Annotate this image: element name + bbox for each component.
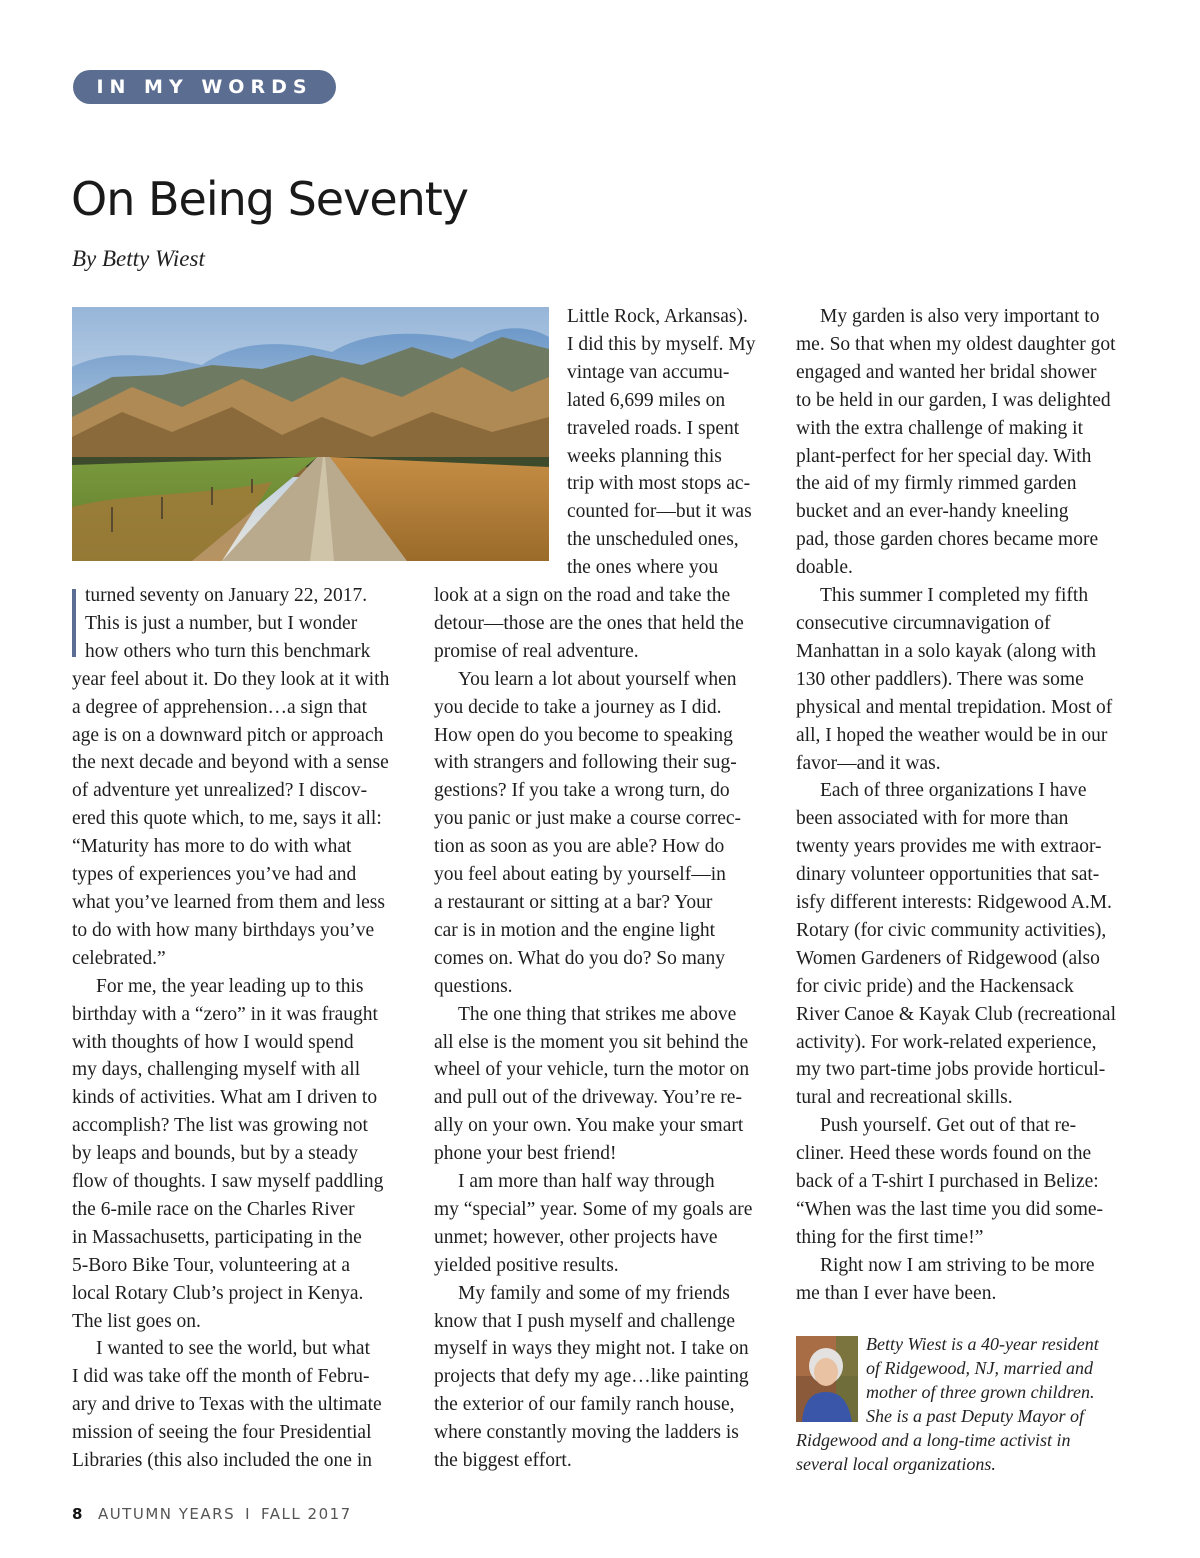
text-line: celebrated.” [72,947,166,969]
text-line: the exterior of our family ranch house, [434,1394,735,1416]
author-photo [796,1336,858,1422]
text-line: 130 other paddlers). There was some [796,668,1084,690]
text-line: Women Gardeners of Ridgewood (also [796,947,1100,969]
text-line: favor—and it was. [796,752,941,774]
text-line: ered this quote which, to me, says it all: [72,808,382,830]
text-line: all, I hoped the weather would be in our [796,724,1108,746]
text-line: How open do you become to speaking [434,724,733,746]
text-line: pad, those garden chores became more [796,529,1099,551]
text-line: you panic or just make a course correc- [434,808,741,830]
article-title: On Being Seventy [71,172,469,226]
text-line: you feel about eating by yourself—in [434,864,726,886]
text-line: projects that defy my age…like painting [434,1366,749,1388]
text-line: plant-perfect for her special day. With [796,445,1092,467]
text-line: all else is the moment you sit behind the [434,1031,749,1053]
text-line: been associated with for more than [796,808,1069,830]
text-line: thing for the first time!” [796,1226,984,1248]
text-line: to do with how many birthdays you’ve [72,919,375,941]
byline: By Betty Wiest [72,246,205,271]
text-line: turned seventy on January 22, 2017. [85,585,368,606]
text-line: my two part-time jobs provide horticul- [796,1059,1106,1081]
text-line: a restaurant or sitting at a bar? Your [434,891,713,913]
text-line: look at a sign on the road and take the [434,585,731,606]
text-line: accomplish? The list was growing not [72,1115,368,1137]
text-line: “When was the last time you did some- [796,1199,1104,1220]
text-line: Little Rock, Arkansas). [567,306,748,327]
text-line: to be held in our garden, I was delighted [796,389,1111,411]
text-line: comes on. What do you do? So many [434,947,726,969]
text-line: the biggest effort. [434,1450,572,1472]
text-line: doable. [796,557,853,579]
text-line: Each of three organizations I have [820,780,1087,802]
text-line: back of a T-shirt I purchased in Belize: [796,1171,1099,1193]
text-line: of adventure yet unrealized? I discov- [72,780,368,802]
text-line: promise of real adventure. [434,640,639,662]
text-line: bucket and an ever-handy kneeling [796,501,1069,523]
text-line: with strangers and following their sug- [434,752,737,774]
text-line: trip with most stops ac- [567,473,751,495]
text-line: my days, challenging myself with all [72,1059,361,1081]
text-line: wheel of your vehicle, turn the motor on [434,1059,750,1081]
text-line: This is just a number, but I wonder [85,612,358,634]
text-line: detour—those are the ones that held the [434,612,744,634]
bio-line: several local organizations. [796,1454,996,1474]
article-column-2 [434,582,752,1475]
text-line: and pull out of the driveway. You’re re- [434,1087,742,1109]
text-line: you decide to take a journey as I did. [434,696,722,718]
text-line: yielded positive results. [434,1254,619,1276]
publication-name: AUTUMN YEARS [97,1505,236,1523]
text-line: in Massachusetts, participating in the [72,1226,362,1248]
text-line: My family and some of my friends [458,1282,730,1304]
text-line: tural and recreational skills. [796,1087,1013,1109]
text-line: types of experiences you’ve had and [72,864,357,886]
text-line: gestions? If you take a wrong turn, do [434,780,730,802]
issue-date: FALL 2017 [261,1505,352,1523]
text-line: Libraries (this also included the one in [72,1450,373,1472]
text-line: cliner. Heed these words found on the [796,1143,1092,1165]
text-line: My garden is also very important to [820,306,1100,327]
text-line: vintage van accumu- [567,361,730,383]
text-line: weeks planning this [567,445,722,467]
bio-line: Ridgewood and a long-time activist in [796,1430,1071,1450]
text-line: dinary volunteer opportunities that sat- [796,864,1100,886]
text-line: consecutive circumnavigation of [796,612,1051,634]
text-line: lated 6,699 miles on [567,389,726,411]
text-line: year feel about it. Do they look at it with [72,668,390,690]
text-line: myself in ways they might not. I take on [434,1338,749,1360]
text-line: Right now I am striving to be more [820,1254,1095,1276]
text-line: by leaps and bounds, but by a steady [72,1143,358,1165]
text-line: For me, the year leading up to this [96,975,364,997]
text-line: questions. [434,975,513,997]
text-line: the 6-mile race on the Charles River [72,1198,355,1220]
text-line: I did was take off the month of Febru- [72,1366,370,1388]
text-line: I did this by myself. My [567,333,756,355]
text-line: ary and drive to Texas with the ultimate [72,1394,382,1416]
text-line: with the extra challenge of making it [796,417,1083,439]
text-line: birthday with a “zero” in it was fraught [72,1003,378,1025]
text-line: unmet; however, other projects have [434,1226,718,1248]
text-line: the ones where you [567,557,719,579]
text-line: I wanted to see the world, but what [96,1338,371,1360]
text-line: This summer I completed my fifth [820,585,1089,607]
text-line: You learn a lot about yourself when [458,668,737,690]
text-line: The list goes on. [72,1310,201,1332]
section-tag: IN MY WORDS [73,70,336,104]
text-line: where constantly moving the ladders is [434,1422,739,1444]
text-line: isfy different interests: Ridgewood A.M. [796,892,1112,914]
article-column-1 [72,582,389,1475]
text-line: flow of thoughts. I saw myself paddling [72,1171,384,1193]
text-line: with thoughts of how I would spend [72,1031,354,1053]
text-line: local Rotary Club’s project in Kenya. [72,1282,364,1304]
text-line: “Maturity has more to do with what [72,836,352,858]
footer-separator: I [245,1505,252,1523]
bio-line: mother of three grown children. [866,1382,1095,1402]
text-line: my “special” year. Some of my goals are [434,1198,753,1220]
text-line: Manhattan in a solo kayak (along with [796,640,1097,662]
text-line: for civic pride) and the Hackensack [796,975,1074,997]
text-line: the unscheduled ones, [567,529,739,551]
text-line: tion as soon as you are able? How do [434,836,725,858]
text-line: kinds of activities. What am I driven to [72,1087,378,1109]
article-column-3 [796,303,1116,1308]
text-line: a degree of apprehension…a sign that [72,696,368,718]
text-line: engaged and wanted her bridal shower [796,361,1097,383]
text-line: me. So that when my oldest daughter got [796,333,1116,355]
text-line: how others who turn this benchmark [85,640,371,662]
text-line: twenty years provides me with extraor- [796,836,1102,858]
text-line: 5-Boro Bike Tour, volunteering at a [72,1254,351,1276]
bio-line: of Ridgewood, NJ, married and [866,1358,1093,1378]
text-line: what you’ve learned from them and less [72,891,385,913]
text-line: mission of seeing the four Presidential [72,1422,372,1444]
text-line: counted for—but it was [567,501,752,523]
bio-line: She is a past Deputy Mayor of [866,1406,1084,1426]
text-line: ally on your own. You make your smart [434,1115,744,1137]
text-line: me than I ever have been. [796,1282,997,1304]
text-line: River Canoe & Kayak Club (recreational [796,1003,1117,1025]
text-line: activity). For work-related experience, [796,1031,1097,1053]
text-line: the aid of my firmly rimmed garden [796,473,1077,495]
text-line: Push yourself. Get out of that re- [820,1115,1077,1137]
text-line: the next decade and beyond with a sense [72,752,389,774]
bio-line: Betty Wiest is a 40-year resident [866,1334,1099,1354]
text-line: I am more than half way through [458,1171,715,1193]
text-line: physical and mental trepidation. Most of [796,696,1113,718]
text-line: know that I push myself and challenge [434,1310,736,1332]
text-line: age is on a downward pitch or approach [72,724,384,746]
text-line: The one thing that strikes me above [458,1003,737,1025]
text-line: car is in motion and the engine light [434,919,716,941]
text-line: traveled roads. I spent [567,417,740,439]
text-line: phone your best friend! [434,1143,617,1165]
article-column-2-top [567,303,756,582]
page-number: 8 [72,1505,84,1523]
text-line: Rotary (for civic community activities), [796,919,1107,941]
page-footer [72,1505,352,1523]
mountain-road-photo [72,307,549,561]
